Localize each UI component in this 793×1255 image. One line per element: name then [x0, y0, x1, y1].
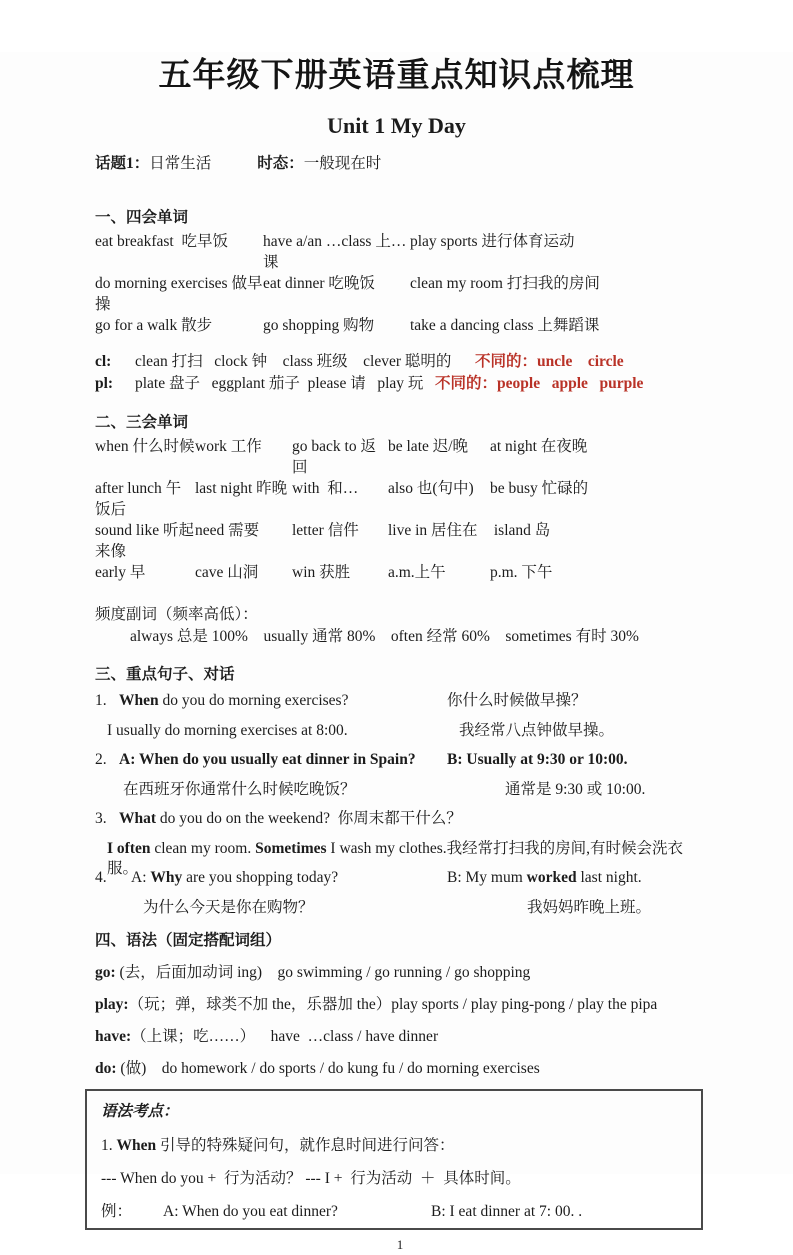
unit-title: Unit 1 My Day: [327, 113, 466, 138]
section-heading-words4: 一、四会单词: [95, 209, 189, 226]
box-title: 语法考点：: [101, 1103, 179, 1120]
tense-value: 一般现在时: [303, 155, 382, 172]
item-number: 1.: [95, 692, 107, 709]
sentence-1-answer: [95, 721, 705, 751]
grammar-rest: (做) do homework / do sports / do kung fu / do morning exercises: [116, 1060, 540, 1077]
grammar-line-have: [95, 1027, 705, 1047]
phonics-diff-words: people apple purple: [497, 375, 644, 392]
answer-zh: 通常是 9:30 或 10:00.: [505, 780, 646, 798]
question-zh: 你什么时候做早操？: [447, 692, 587, 709]
grammar-line-do: [95, 1059, 705, 1079]
word-item: eat dinner 吃晚饭: [263, 275, 375, 292]
question-prefix: A:: [131, 869, 151, 886]
grammar-rest: （玩；弹，球类不加 the，乐器加 the）play sports / play ping-pong / play the pipa: [128, 996, 658, 1013]
tense-label: 时态：: [257, 155, 304, 172]
word-item: also 也(句中): [388, 480, 474, 497]
word-item: be late 迟/晚: [388, 438, 469, 455]
phonics-words: clean 打扫 clock 钟 class 班级 clever 聪明的: [135, 353, 452, 370]
grammar-verb: have:: [95, 1028, 132, 1045]
answer-rest: I wash my clothes.: [326, 839, 447, 857]
question-word: Why: [150, 869, 183, 886]
point-rest: 引导的特殊疑问句，就作息时间进行问答：: [156, 1137, 455, 1154]
answer-rest: clean my room.: [150, 839, 256, 857]
sentence-3-answer: [95, 839, 705, 877]
item-number: 4.: [95, 869, 107, 886]
answer-en: I usually do morning exercises at 8:00.: [107, 721, 348, 739]
answer-rest: last night.: [576, 869, 642, 886]
answer-zh: 我经常八点钟做早操。: [459, 721, 615, 739]
topic-label: 话题1：: [95, 155, 150, 172]
phonics-diff-words: uncle circle: [537, 353, 624, 370]
grammar-verb: do:: [95, 1060, 117, 1077]
page-title: 五年级下册英语重点知识点梳理: [158, 56, 635, 93]
words3-table: [95, 436, 705, 583]
phonics-words: plate 盘子 eggplant 茄子 please 请 play 玩: [135, 375, 424, 392]
question-zh: 为什么今天是你在购物？: [143, 898, 314, 916]
grammar-line-play: [95, 995, 705, 1015]
word-item: p.m. 下午: [490, 564, 553, 581]
grammar-line-go: [95, 963, 705, 983]
box-point-1: [101, 1136, 691, 1156]
topic-value: 日常生活: [149, 155, 212, 172]
page-number: 1: [396, 1237, 404, 1252]
question-word: When: [116, 1137, 157, 1154]
question-word: What: [119, 810, 157, 827]
answer-bold: Sometimes: [255, 839, 327, 857]
sentence-4-question: [95, 868, 705, 898]
section-heading-grammar: 四、语法（固定搭配词组）: [95, 932, 282, 949]
item-number: 1.: [101, 1137, 113, 1154]
sentences-block: [95, 691, 705, 927]
box-pattern: --- When do you + 行为活动？ --- I + 行为活动 ＋ 具体时间。: [101, 1170, 521, 1187]
word-item: have a/an …class 上…课: [263, 233, 407, 271]
answer-bold: I often: [107, 839, 151, 857]
answer-en: B: Usually at 9:30 or 10:00.: [447, 751, 628, 768]
word-item: take a dancing class 上舞蹈课: [410, 317, 600, 334]
sentence-3-question: [95, 809, 705, 839]
phonics-line-cl: [95, 351, 705, 373]
word-item: go back to 返回: [292, 438, 376, 476]
question-en: A: When do you usually eat dinner in Spain?: [119, 751, 416, 768]
section-heading-sentences: 三、重点句子、对话: [95, 666, 235, 683]
phonics-diff-label: 不同的：: [435, 375, 498, 392]
word-item: at night 在夜晚: [490, 438, 588, 455]
word-item: go shopping 购物: [263, 317, 375, 334]
word-item: cave 山洞: [195, 564, 259, 581]
grammar-verb: go:: [95, 964, 116, 981]
answer-bold: worked: [526, 869, 577, 886]
question-zh: 你周末都干什么？: [337, 810, 462, 827]
example-question: A: When do you eat dinner?: [163, 1203, 338, 1220]
word-item: win 获胜: [292, 564, 351, 581]
phonics-block: [95, 351, 705, 395]
word-item: with 和…: [292, 480, 359, 497]
answer-zh: 我妈妈昨晚上班。: [527, 898, 652, 916]
word-item: need 需要: [195, 522, 260, 539]
topic-line: [95, 154, 705, 174]
word-item: island 岛: [490, 522, 551, 539]
grammar-points-box: [85, 1089, 703, 1230]
sentence-1-question: [95, 691, 705, 721]
grammar-verb: play:: [95, 996, 129, 1013]
frequency-heading: 频度副词（频率高低）：: [95, 606, 258, 623]
word-item: go for a walk 散步: [95, 317, 213, 334]
word-item: when 什么时候: [95, 438, 195, 455]
word-item: letter 信件: [292, 522, 359, 539]
phonics-label: cl:: [95, 353, 112, 370]
box-example: [101, 1202, 691, 1222]
answer-zh: 我经常打扫我的房间,有时候会洗衣服。: [107, 839, 684, 877]
phonics-line-pl: [95, 373, 705, 395]
word-item: be busy 忙碌的: [490, 480, 589, 497]
word-item: clean my room 打扫我的房间: [410, 275, 600, 292]
word-item: after lunch 午饭后: [95, 480, 182, 518]
section-heading-words3: 二、三会单词: [95, 414, 189, 431]
grammar-rest: （上课；吃……） have …class / have dinner: [131, 1028, 439, 1045]
example-answer: B: I eat dinner at 7: 00. .: [431, 1203, 583, 1220]
question-word: When: [119, 692, 159, 709]
sentence-2-translation: [95, 780, 705, 810]
sentence-4-translation: [95, 898, 705, 928]
word-item: early 早: [95, 564, 146, 581]
answer-prefix: B: My mum: [447, 869, 527, 886]
example-label: 例：: [101, 1203, 133, 1220]
word-item: last night 昨晚: [195, 480, 288, 497]
word-item: live in 居住在: [388, 522, 478, 539]
item-number: 3.: [95, 810, 107, 827]
words4-table: [95, 231, 705, 336]
phonics-diff-label: 不同的：: [475, 353, 538, 370]
document-page: [0, 52, 793, 1252]
frequency-block: [95, 605, 705, 649]
question-zh: 在西班牙你通常什么时候吃晚饭？: [123, 780, 356, 798]
grammar-rest: (去，后面加动词 ing) go swimming / go running / go shopping: [115, 964, 531, 981]
frequency-items: always 总是 100% usually 通常 80% often 经常 60% sometimes 有时 30%: [130, 628, 639, 645]
word-item: eat breakfast 吃早饭: [95, 233, 228, 250]
item-number: 2.: [95, 751, 107, 768]
phonics-label: pl:: [95, 375, 114, 392]
word-item: work 工作: [195, 438, 262, 455]
word-item: sound like 听起来像: [95, 522, 195, 560]
word-item: play sports 进行体育运动: [410, 233, 575, 250]
question-rest: are you shopping today?: [182, 869, 339, 886]
word-item: do morning exercises 做早操: [95, 275, 263, 313]
word-item: a.m.上午: [388, 564, 446, 581]
sentence-2-question: [95, 750, 705, 780]
question-rest: do you do on the weekend?: [156, 810, 338, 827]
question-rest: do you do morning exercises?: [158, 692, 349, 709]
